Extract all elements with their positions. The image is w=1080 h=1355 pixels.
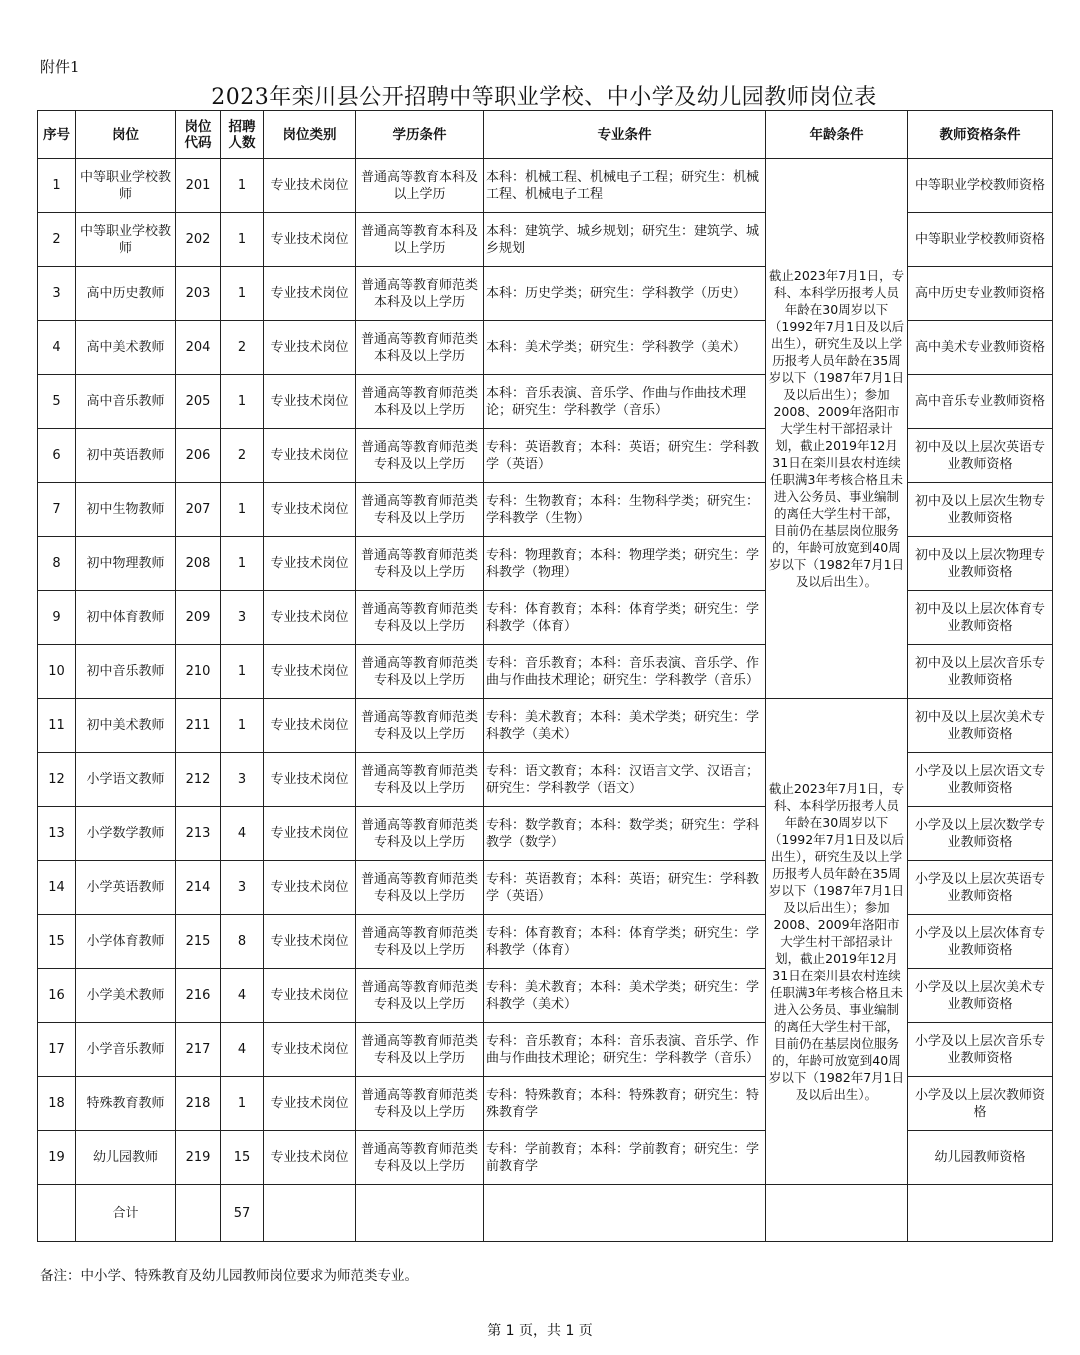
cell-seq: 8: [38, 537, 76, 591]
cell-major: 本科：建筑学、城乡规划；研究生：建筑学、城乡规划: [484, 213, 766, 267]
cell-position: 初中生物教师: [76, 483, 176, 537]
cell-education: 普通高等教育师范类专科及以上学历: [356, 915, 484, 969]
empty-cell: [356, 1185, 484, 1242]
cell-qualification: 中等职业学校教师资格: [908, 213, 1053, 267]
cell-position: 初中物理教师: [76, 537, 176, 591]
header-category: 岗位类别: [264, 111, 356, 159]
cell-education: 普通高等教育师范类本科及以上学历: [356, 375, 484, 429]
cell-position: 小学数学教师: [76, 807, 176, 861]
cell-qualification: 小学及以上层次体育专业教师资格: [908, 915, 1053, 969]
cell-education: 普通高等教育师范类专科及以上学历: [356, 1023, 484, 1077]
cell-education: 普通高等教育师范类专科及以上学历: [356, 699, 484, 753]
cell-code: 203: [176, 267, 221, 321]
positions-table: [37, 110, 1053, 1242]
cell-code: 218: [176, 1077, 221, 1131]
cell-count: 8: [221, 915, 264, 969]
empty-cell: [176, 1185, 221, 1242]
cell-count: 3: [221, 753, 264, 807]
cell-age-group-1: 截止2023年7月1日，专科、本科学历报考人员年龄在30周岁以下（1992年7月1日及以后出生），研究生及以上学历报考人员年龄在35周岁以下（1987年7月1日及以后出生）；参加2008、2009年洛阳市大学生村干部招录计划，截止2019年12月31日在栾川县农村连续任职满3年考核合格且未进入公务员、事业编制的离任大学生村干部，目前仍在基层岗位服务的，年龄可放宽到40周岁以下（1982年7月1日及以后出生）。: [766, 159, 908, 699]
cell-count: 1: [221, 375, 264, 429]
cell-code: 205: [176, 375, 221, 429]
cell-seq: 1: [38, 159, 76, 213]
cell-education: 普通高等教育本科及以上学历: [356, 213, 484, 267]
table-header-row: [38, 111, 1053, 159]
cell-category: 专业技术岗位: [264, 1077, 356, 1131]
cell-qualification: 小学及以上层次教师资格: [908, 1077, 1053, 1131]
cell-count: 1: [221, 267, 264, 321]
cell-seq: 5: [38, 375, 76, 429]
cell-qualification: 小学及以上层次语文专业教师资格: [908, 753, 1053, 807]
cell-category: 专业技术岗位: [264, 321, 356, 375]
cell-count: 3: [221, 861, 264, 915]
cell-count: 1: [221, 213, 264, 267]
cell-category: 专业技术岗位: [264, 807, 356, 861]
header-major: 专业条件: [484, 111, 766, 159]
cell-count: 4: [221, 807, 264, 861]
cell-major: 专科：体育教育；本科：体育学类；研究生：学科教学（体育）: [484, 591, 766, 645]
cell-major: 专科：美术教育；本科：美术学类；研究生：学科教学（美术）: [484, 969, 766, 1023]
cell-major: 专科：语文教育；本科：汉语言文学、汉语言；研究生：学科教学（语文）: [484, 753, 766, 807]
cell-count: 4: [221, 969, 264, 1023]
empty-cell: [264, 1185, 356, 1242]
cell-position: 中等职业学校教师: [76, 213, 176, 267]
cell-education: 普通高等教育师范类专科及以上学历: [356, 807, 484, 861]
empty-cell: [908, 1185, 1053, 1242]
cell-category: 专业技术岗位: [264, 591, 356, 645]
cell-position: 特殊教育教师: [76, 1077, 176, 1131]
cell-major: 专科：音乐教育；本科：音乐表演、音乐学、作曲与作曲技术理论；研究生：学科教学（音乐）: [484, 645, 766, 699]
cell-seq: 16: [38, 969, 76, 1023]
cell-category: 专业技术岗位: [264, 267, 356, 321]
cell-position: 小学英语教师: [76, 861, 176, 915]
cell-code: 213: [176, 807, 221, 861]
cell-position: 小学音乐教师: [76, 1023, 176, 1077]
cell-position: 高中美术教师: [76, 321, 176, 375]
cell-code: 219: [176, 1131, 221, 1185]
cell-count: 2: [221, 321, 264, 375]
cell-major: 本科：机械工程、机械电子工程；研究生：机械工程、机械电子工程: [484, 159, 766, 213]
cell-position: 中等职业学校教师: [76, 159, 176, 213]
cell-seq: 2: [38, 213, 76, 267]
cell-count: 1: [221, 1077, 264, 1131]
cell-major: 专科：美术教育；本科：美术学类；研究生：学科教学（美术）: [484, 699, 766, 753]
cell-qualification: 小学及以上层次音乐专业教师资格: [908, 1023, 1053, 1077]
cell-education: 普通高等教育师范类本科及以上学历: [356, 321, 484, 375]
cell-category: 专业技术岗位: [264, 699, 356, 753]
cell-education: 普通高等教育师范类专科及以上学历: [356, 645, 484, 699]
cell-major: 本科：美术学类；研究生：学科教学（美术）: [484, 321, 766, 375]
empty-cell: [766, 1185, 908, 1242]
cell-major: 专科：英语教育；本科：英语；研究生：学科教学（英语）: [484, 861, 766, 915]
cell-category: 专业技术岗位: [264, 1023, 356, 1077]
cell-category: 专业技术岗位: [264, 159, 356, 213]
cell-major: 专科：英语教育；本科：英语；研究生：学科教学（英语）: [484, 429, 766, 483]
cell-age-group-2: 截止2023年7月1日，专科、本科学历报考人员年龄在30周岁以下（1992年7月1日及以后出生），研究生及以上学历报考人员年龄在35周岁以下（1987年7月1日及以后出生）；参加2008、2009年洛阳市大学生村干部招录计划，截止2019年12月31日在栾川县农村连续任职满3年考核合格且未进入公务员、事业编制的离任大学生村干部，目前仍在基层岗位服务的，年龄可放宽到40周岁以下（1982年7月1日及以后出生）。: [766, 699, 908, 1185]
cell-education: 普通高等教育本科及以上学历: [356, 159, 484, 213]
cell-seq: 3: [38, 267, 76, 321]
cell-education: 普通高等教育师范类专科及以上学历: [356, 861, 484, 915]
table-row: [38, 699, 1053, 753]
cell-category: 专业技术岗位: [264, 537, 356, 591]
cell-category: 专业技术岗位: [264, 915, 356, 969]
cell-count: 1: [221, 537, 264, 591]
cell-qualification: 高中历史专业教师资格: [908, 267, 1053, 321]
cell-code: 206: [176, 429, 221, 483]
cell-count: 1: [221, 159, 264, 213]
cell-major: 专科：体育教育；本科：体育学类；研究生：学科教学（体育）: [484, 915, 766, 969]
cell-education: 普通高等教育师范类专科及以上学历: [356, 591, 484, 645]
cell-count: 3: [221, 591, 264, 645]
cell-qualification: 初中及以上层次生物专业教师资格: [908, 483, 1053, 537]
cell-qualification: 小学及以上层次数学专业教师资格: [908, 807, 1053, 861]
cell-category: 专业技术岗位: [264, 645, 356, 699]
cell-qualification: 初中及以上层次音乐专业教师资格: [908, 645, 1053, 699]
cell-seq: 19: [38, 1131, 76, 1185]
cell-major: 专科：物理教育；本科：物理学类；研究生：学科教学（物理）: [484, 537, 766, 591]
cell-category: 专业技术岗位: [264, 1131, 356, 1185]
cell-code: 214: [176, 861, 221, 915]
cell-position: 初中美术教师: [76, 699, 176, 753]
header-seq: 序号: [38, 111, 76, 159]
cell-qualification: 初中及以上层次英语专业教师资格: [908, 429, 1053, 483]
header-count: 招聘人数: [221, 111, 264, 159]
cell-category: 专业技术岗位: [264, 969, 356, 1023]
cell-education: 普通高等教育师范类专科及以上学历: [356, 753, 484, 807]
cell-code: 211: [176, 699, 221, 753]
cell-seq: 17: [38, 1023, 76, 1077]
table-row: [38, 159, 1053, 213]
cell-position: 小学语文教师: [76, 753, 176, 807]
cell-qualification: 初中及以上层次物理专业教师资格: [908, 537, 1053, 591]
cell-code: 202: [176, 213, 221, 267]
note: 备注：中小学、特殊教育及幼儿园教师岗位要求为师范类专业。: [40, 1268, 418, 1284]
total-count: 57: [221, 1185, 264, 1242]
header-age: 年龄条件: [766, 111, 908, 159]
cell-position: 初中体育教师: [76, 591, 176, 645]
cell-seq: 14: [38, 861, 76, 915]
cell-seq: 11: [38, 699, 76, 753]
cell-position: 高中历史教师: [76, 267, 176, 321]
cell-seq: 9: [38, 591, 76, 645]
cell-position: 高中音乐教师: [76, 375, 176, 429]
cell-education: 普通高等教育师范类专科及以上学历: [356, 969, 484, 1023]
cell-count: 1: [221, 645, 264, 699]
header-position: 岗位: [76, 111, 176, 159]
cell-position: 幼儿园教师: [76, 1131, 176, 1185]
cell-code: 212: [176, 753, 221, 807]
cell-major: 专科：特殊教育；本科：特殊教育；研究生：特殊教育学: [484, 1077, 766, 1131]
cell-major: 专科：学前教育；本科：学前教育；研究生：学前教育学: [484, 1131, 766, 1185]
header-code: 岗位代码: [176, 111, 221, 159]
cell-education: 普通高等教育师范类专科及以上学历: [356, 483, 484, 537]
cell-seq: 4: [38, 321, 76, 375]
cell-major: 专科：音乐教育；本科：音乐表演、音乐学、作曲与作曲技术理论；研究生：学科教学（音乐）: [484, 1023, 766, 1077]
empty-cell: [484, 1185, 766, 1242]
empty-cell: [38, 1185, 76, 1242]
cell-position: 初中英语教师: [76, 429, 176, 483]
cell-position: 小学美术教师: [76, 969, 176, 1023]
cell-seq: 12: [38, 753, 76, 807]
cell-count: 15: [221, 1131, 264, 1185]
cell-code: 215: [176, 915, 221, 969]
cell-code: 217: [176, 1023, 221, 1077]
cell-education: 普通高等教育师范类专科及以上学历: [356, 429, 484, 483]
cell-category: 专业技术岗位: [264, 429, 356, 483]
cell-education: 普通高等教育师范类本科及以上学历: [356, 267, 484, 321]
cell-code: 216: [176, 969, 221, 1023]
cell-major: 专科：数学教育；本科：数学类；研究生：学科教学（数学）: [484, 807, 766, 861]
cell-seq: 7: [38, 483, 76, 537]
cell-category: 专业技术岗位: [264, 861, 356, 915]
cell-count: 1: [221, 483, 264, 537]
page-title: 2023年栾川县公开招聘中等职业学校、中小学及幼儿园教师岗位表: [211, 85, 877, 110]
cell-seq: 13: [38, 807, 76, 861]
cell-qualification: 高中音乐专业教师资格: [908, 375, 1053, 429]
cell-code: 204: [176, 321, 221, 375]
cell-seq: 15: [38, 915, 76, 969]
cell-code: 207: [176, 483, 221, 537]
cell-count: 1: [221, 699, 264, 753]
cell-position: 初中音乐教师: [76, 645, 176, 699]
cell-qualification: 初中及以上层次美术专业教师资格: [908, 699, 1053, 753]
page-footer: 第 1 页，共 1 页: [487, 1323, 593, 1339]
cell-major: 本科：音乐表演、音乐学、作曲与作曲技术理论；研究生：学科教学（音乐）: [484, 375, 766, 429]
cell-qualification: 高中美术专业教师资格: [908, 321, 1053, 375]
cell-qualification: 小学及以上层次英语专业教师资格: [908, 861, 1053, 915]
cell-education: 普通高等教育师范类专科及以上学历: [356, 1131, 484, 1185]
cell-category: 专业技术岗位: [264, 213, 356, 267]
cell-count: 2: [221, 429, 264, 483]
cell-code: 209: [176, 591, 221, 645]
total-label: 合计: [76, 1185, 176, 1242]
cell-qualification: 小学及以上层次美术专业教师资格: [908, 969, 1053, 1023]
cell-code: 210: [176, 645, 221, 699]
total-row: [38, 1185, 1053, 1242]
cell-position: 小学体育教师: [76, 915, 176, 969]
cell-qualification: 幼儿园教师资格: [908, 1131, 1053, 1185]
cell-qualification: 初中及以上层次体育专业教师资格: [908, 591, 1053, 645]
cell-seq: 18: [38, 1077, 76, 1131]
cell-seq: 10: [38, 645, 76, 699]
cell-category: 专业技术岗位: [264, 483, 356, 537]
cell-category: 专业技术岗位: [264, 375, 356, 429]
cell-major: 专科：生物教育；本科：生物科学类；研究生：学科教学（生物）: [484, 483, 766, 537]
attachment-label: 附件1: [40, 58, 80, 76]
cell-code: 201: [176, 159, 221, 213]
cell-education: 普通高等教育师范类专科及以上学历: [356, 1077, 484, 1131]
header-education: 学历条件: [356, 111, 484, 159]
cell-count: 4: [221, 1023, 264, 1077]
header-qualification: 教师资格条件: [908, 111, 1053, 159]
cell-qualification: 中等职业学校教师资格: [908, 159, 1053, 213]
cell-seq: 6: [38, 429, 76, 483]
cell-code: 208: [176, 537, 221, 591]
cell-education: 普通高等教育师范类专科及以上学历: [356, 537, 484, 591]
cell-category: 专业技术岗位: [264, 753, 356, 807]
cell-major: 本科：历史学类；研究生：学科教学（历史）: [484, 267, 766, 321]
